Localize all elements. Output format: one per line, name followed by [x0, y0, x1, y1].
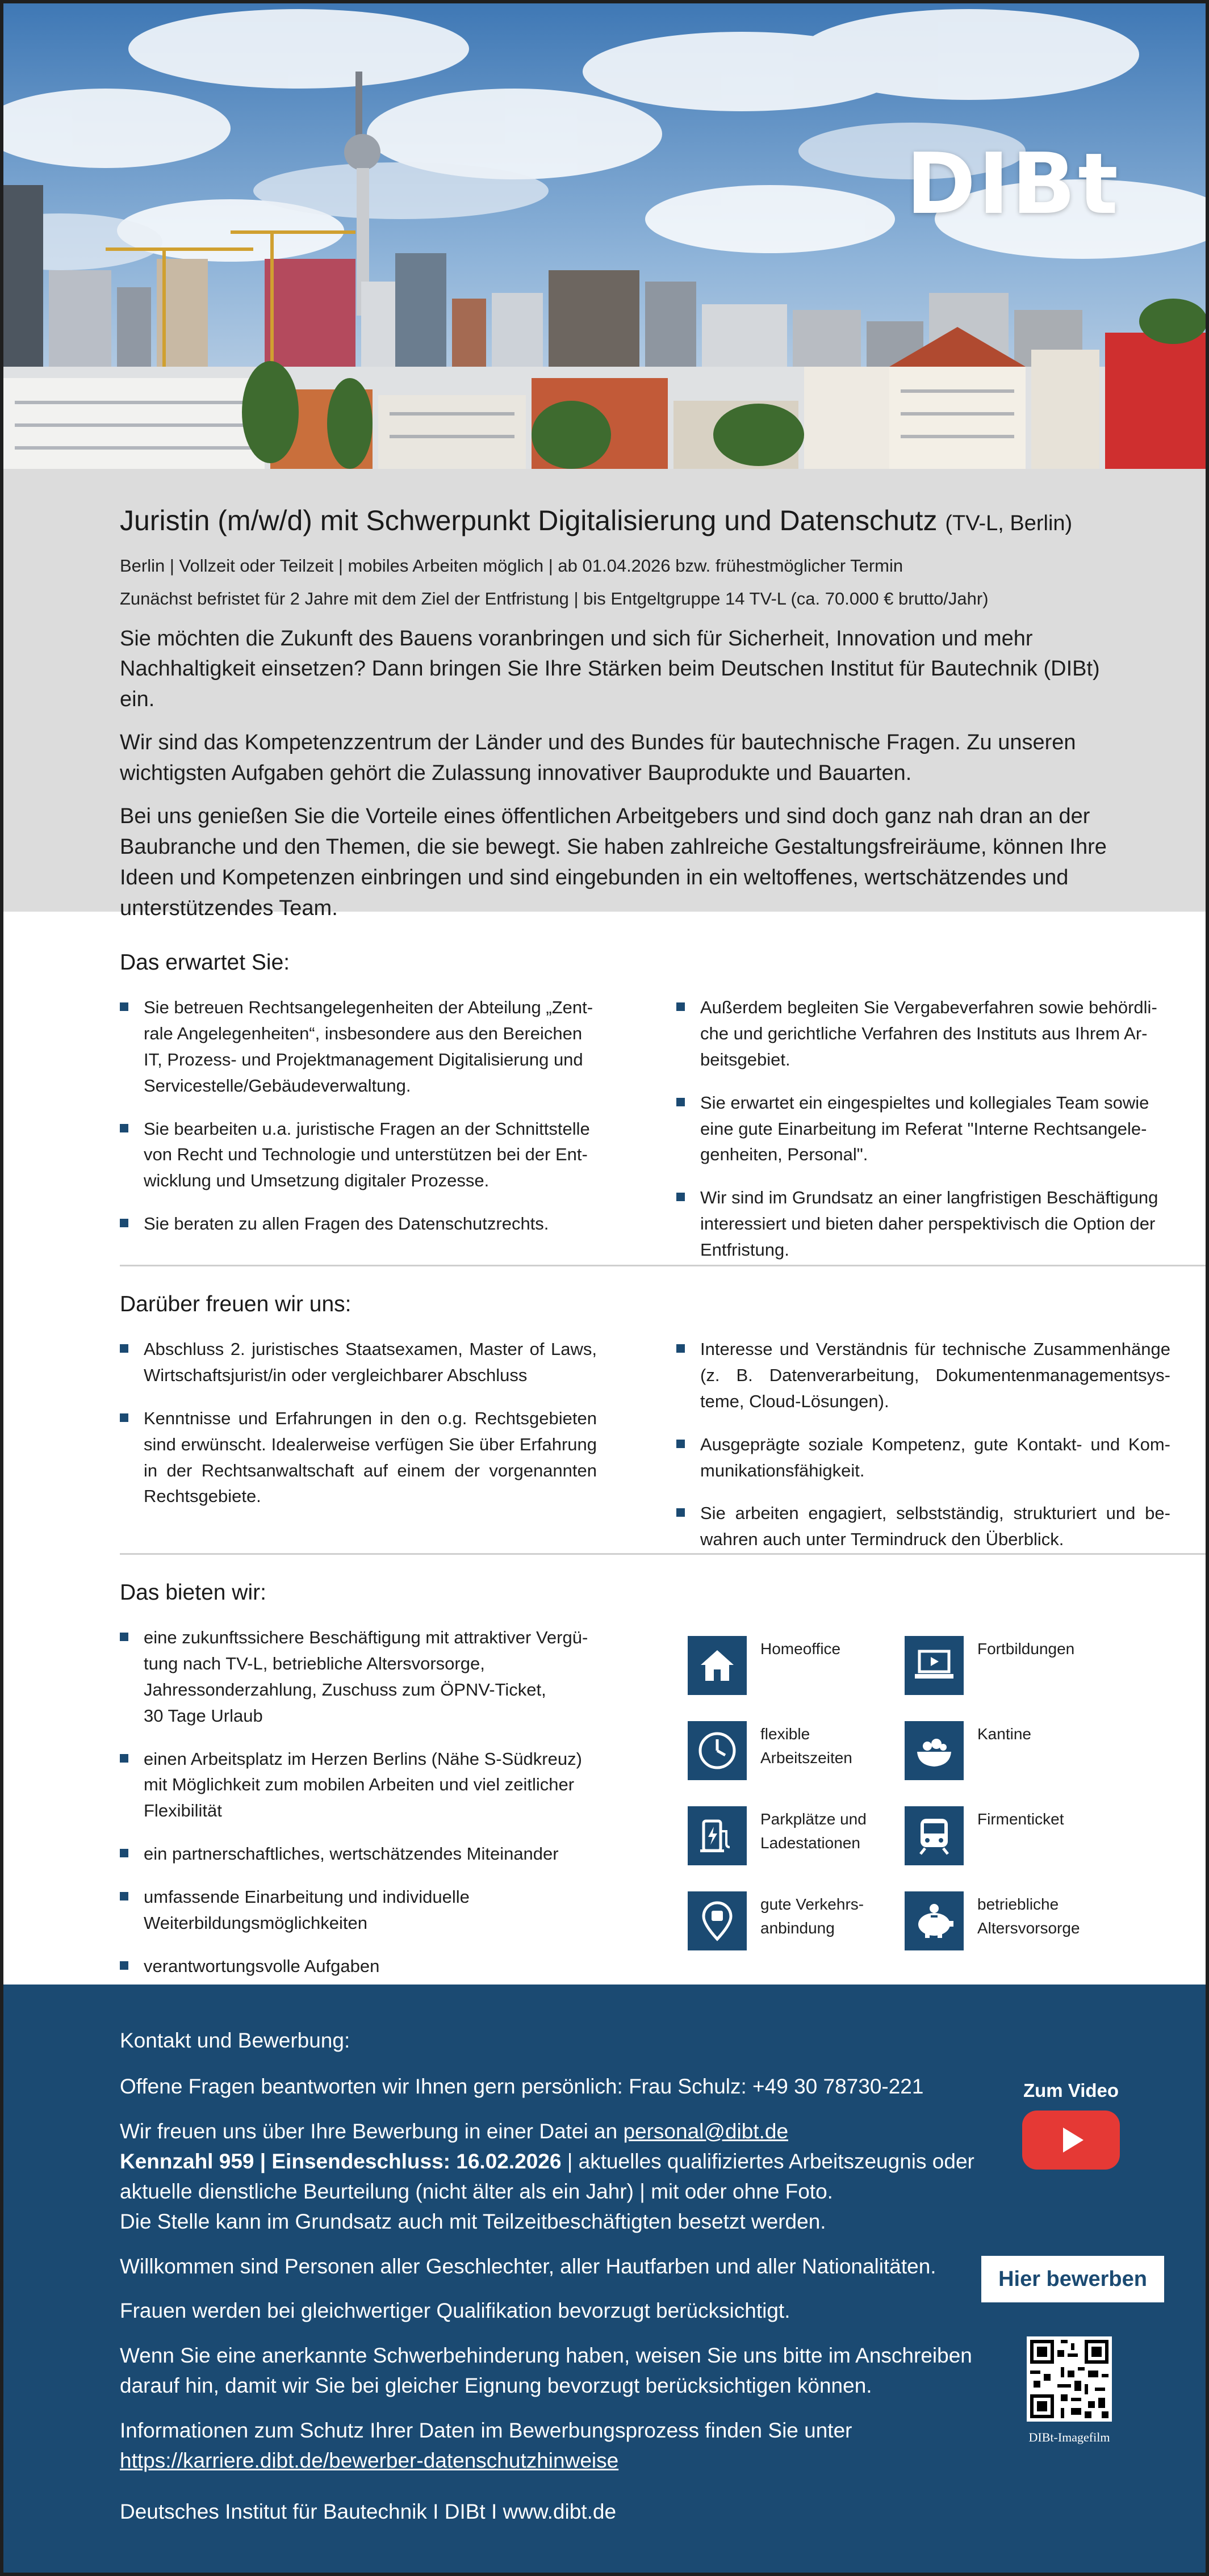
contact-section [3, 1985, 1206, 2576]
qr-code-box [1021, 2336, 1118, 2445]
benefit-flexible-hours [688, 1721, 903, 1789]
intro-paragraph-2: Wir sind das Kompetenzzentrum der Länder und des Bundes für bautechnische Fragen. Zu unseren wichtigsten Aufgaben gehört die Zulassung innovativer Bauprodukte und Bauarten. [120, 731, 1076, 786]
list-item: Außerdem begleiten Sie Vergabeverfahren sowie behördliche und gerichtliche Verfahren des Instituts aus Ihrem Arbeitsgebiet. [676, 995, 1170, 1073]
list-item: Interesse und Verständnis für technische Zusammenhänge (z. B. Datenverarbeitung, Dokumentenmanagementsysteme, Cloud-Lösungen). [676, 1336, 1170, 1415]
tasks-list-left [120, 995, 597, 1280]
requirements-heading: Darüber freuen wir uns: [120, 1292, 352, 1316]
list-item: Abschluss 2. juristisches Staatsexamen, Master of Laws, Wirtschaftsjurist/in oder vergleichbarer Abschluss [120, 1336, 597, 1388]
clock-icon [688, 1721, 747, 1780]
section-divider [120, 1265, 1206, 1266]
job-meta-line-1: Berlin | Vollzeit oder Teilzeit | mobiles Arbeiten möglich | ab 01.04.2026 bzw. frühestmöglicher Termin [120, 555, 903, 576]
benefit-label: Parkplätze und Ladestationen [760, 1810, 867, 1852]
tasks-heading: Das erwartet Sie: [120, 950, 290, 975]
benefit-label: Kantine [977, 1725, 1031, 1743]
requirements-section [120, 1292, 1206, 1570]
benefit-parking [688, 1806, 903, 1874]
play-icon [1054, 2123, 1088, 2157]
list-item: Ausgeprägte soziale Kompetenz, gute Kontakt- und Kommunikationsfähigkeit. [676, 1432, 1170, 1484]
house-icon [688, 1636, 747, 1695]
reference-details: | aktuelles qualifiziertes Arbeitszeugnis oder aktuelle dienstliche Beurteilung (nicht älter als ein Jahr) | mit oder ohne Foto. [120, 2149, 974, 2203]
benefit-label: betriebliche Altersvorsorge [977, 1895, 1080, 1937]
list-item: eine zukunftssichere Beschäftigung mit attraktiver Vergütung nach TV-L, betriebliche Altersvorsorge, Jahressonderzahlung, Zuschuss zum ÖPNV-Ticket, 30 Tage Urlaub [120, 1625, 591, 1729]
list-item: einen Arbeitsplatz im Herzen Berlins (Nähe S-Südkreuz) mit Möglichkeit zum mobilen Arbeiten und viel zeitlicher Flexibilität [120, 1746, 591, 1824]
ev-charger-icon [688, 1806, 747, 1865]
location-pin-icon [688, 1891, 747, 1950]
tasks-section [120, 950, 1206, 1280]
benefit-pension [905, 1891, 1120, 1960]
list-item: Sie betreuen Rechtsangelegenheiten der Abteilung „Zentrale Angelegenheiten“, insbesondere aus den Bereichen IT, Prozess- und Projektmanagement Digitalisierung und Servicestelle/Gebäudeverwaltung. [120, 995, 597, 1099]
contact-questions: Offene Fragen beantworten wir Ihnen gern persönlich: Frau Schulz: +49 30 78730-221 [120, 2075, 924, 2098]
video-play-button[interactable] [1022, 2111, 1120, 2170]
intro-paragraph-3: Bei uns genießen Sie die Vorteile eines öffentlichen Arbeitgebers und sind doch ganz nah dran an der Baubranche und den Themen, die sie bewegt. Sie haben zahlreiche Gestaltungsfreiräume, können Ihre Ideen und Kompetenzen einbringen und sind eingebunden in ein weltoffenes, wertschätzendes und unterstützendes Team. [120, 804, 1107, 921]
list-item: umfassende Einarbeitung und individuelle Weiterbildungsmöglichkeiten [120, 1884, 591, 1936]
requirements-list-right [676, 1336, 1170, 1570]
benefit-canteen [905, 1721, 1120, 1789]
benefit-label: Fortbildungen [977, 1640, 1075, 1658]
job-title-main: Juristin (m/w/d) mit Schwerpunkt Digitalisierung und Datenschutz [120, 505, 938, 536]
qr-caption: DIBt-Imagefilm [1028, 2430, 1110, 2444]
video-box [1017, 2080, 1125, 2170]
footer-imprint: Deutsches Institut für Bautechnik I DIBt I www.dibt.de [120, 2500, 617, 2523]
contact-heading: Kontakt und Bewerbung: [120, 2029, 350, 2052]
list-item: Sie bearbeiten u.a. juristische Fragen an der Schnittstelle von Recht und Technologie und unterstützen bei der Entwicklung und Umsetzung digitaler Prozesse. [120, 1116, 597, 1194]
section-divider [120, 1553, 1206, 1555]
benefit-label: Homeoffice [760, 1640, 841, 1658]
list-item: Sie beraten zu allen Fragen des Datenschutzrechts. [120, 1211, 597, 1237]
hero-berlin-skyline-image [3, 3, 1206, 469]
job-meta-line-2: Zunächst befristet für 2 Jahre mit dem Ziel der Entfristung | bis Entgeltgruppe 14 TV-L (ca. 70.000 € brutto/Jahr) [120, 588, 989, 609]
benefit-training [905, 1636, 1120, 1704]
tasks-list-right [676, 995, 1170, 1280]
piggy-bank-icon [905, 1891, 964, 1950]
apply-button[interactable]: Hier bewerben [981, 2256, 1164, 2302]
list-item: Sie erwartet ein eingespieltes und kollegiales Team sowie eine gute Einarbeitung im Referat "Interne Rechtsangelegenheiten, Personal". [676, 1090, 1170, 1168]
privacy-block [120, 2416, 989, 2476]
list-item: Wir sind im Grundsatz an einer langfristigen Beschäftigung interessiert und bieten daher perspektivisch die Option der Entfristung. [676, 1185, 1170, 1263]
contact-apply-block [120, 2117, 989, 2237]
benefit-company-ticket [905, 1806, 1120, 1874]
qr-code-icon[interactable] [1027, 2336, 1112, 2422]
disability-statement: Wenn Sie eine anerkannte Schwerbehinderung haben, weisen Sie uns bitte im Anschreiben darauf hin, damit wir Sie bei gleicher Eignung bevorzugt berücksichtigen können. [120, 2344, 972, 2398]
offer-list [120, 1625, 591, 1996]
list-item: ein partnerschaftliches, wertschätzendes Miteinander [120, 1841, 591, 1867]
train-icon [905, 1806, 964, 1865]
dibt-logo: DIBt [906, 135, 1120, 233]
laptop-icon [905, 1636, 964, 1695]
women-statement: Frauen werden bei gleichwertiger Qualifikation bevorzugt berücksichtigt. [120, 2299, 790, 2323]
welcome-statement: Willkommen sind Personen aller Geschlechter, aller Hautfarben und aller Nationalitäten. [120, 2254, 936, 2278]
job-title [120, 503, 1132, 539]
list-item: Kenntnisse und Erfahrungen in den o.g. Rechtsgebieten sind erwünscht. Idealerweise verfügen Sie über Erfahrung in der Rechtsanwaltschaft auf einem der vorgenannten Rechtsgebiete. [120, 1406, 597, 1510]
benefit-transport [688, 1891, 903, 1960]
video-label: Zum Video [1023, 2080, 1119, 2101]
job-title-suffix: (TV-L, Berlin) [945, 511, 1073, 535]
privacy-link[interactable]: https://karriere.dibt.de/bewerber-datenschutzhinweise [120, 2449, 619, 2473]
requirements-list-left [120, 1336, 597, 1570]
email-link[interactable]: personal@dibt.de [623, 2119, 789, 2143]
benefit-homeoffice [688, 1636, 903, 1704]
intro-paragraph-1: Sie möchten die Zukunft des Bauens voranbringen und sich für Sicherheit, Innovation und mehr Nachhaltigkeit einsetzen? Dann bringen Sie Ihre Stärken beim Deutschen Institut für Bautechnik (DIBt) ein. [120, 626, 1100, 712]
benefit-label: gute Verkehrs- anbindung [760, 1895, 864, 1937]
privacy-prefix: Informationen zum Schutz Ihrer Daten im Bewerbungsprozess finden Sie unter [120, 2419, 852, 2443]
offer-heading: Das bieten wir: [120, 1580, 266, 1605]
part-time-note: Die Stelle kann im Grundsatz auch mit Teilzeitbeschäftigten besetzt werden. [120, 2209, 826, 2233]
intro-section [3, 469, 1206, 921]
list-item: Sie arbeiten engagiert, selbstständig, strukturiert und bewahren auch unter Termindruck den Überblick. [676, 1500, 1170, 1553]
reference-number: Kennzahl 959 | Einsendeschluss: 16.02.2026 [120, 2149, 562, 2173]
apply-prefix: Wir freuen uns über Ihre Bewerbung in einer Datei an [120, 2119, 618, 2143]
benefit-label: Firmenticket [977, 1810, 1064, 1828]
food-bowl-icon [905, 1721, 964, 1780]
list-item: verantwortungsvolle Aufgaben [120, 1953, 591, 1979]
benefit-label: flexible Arbeitszeiten [760, 1725, 852, 1767]
